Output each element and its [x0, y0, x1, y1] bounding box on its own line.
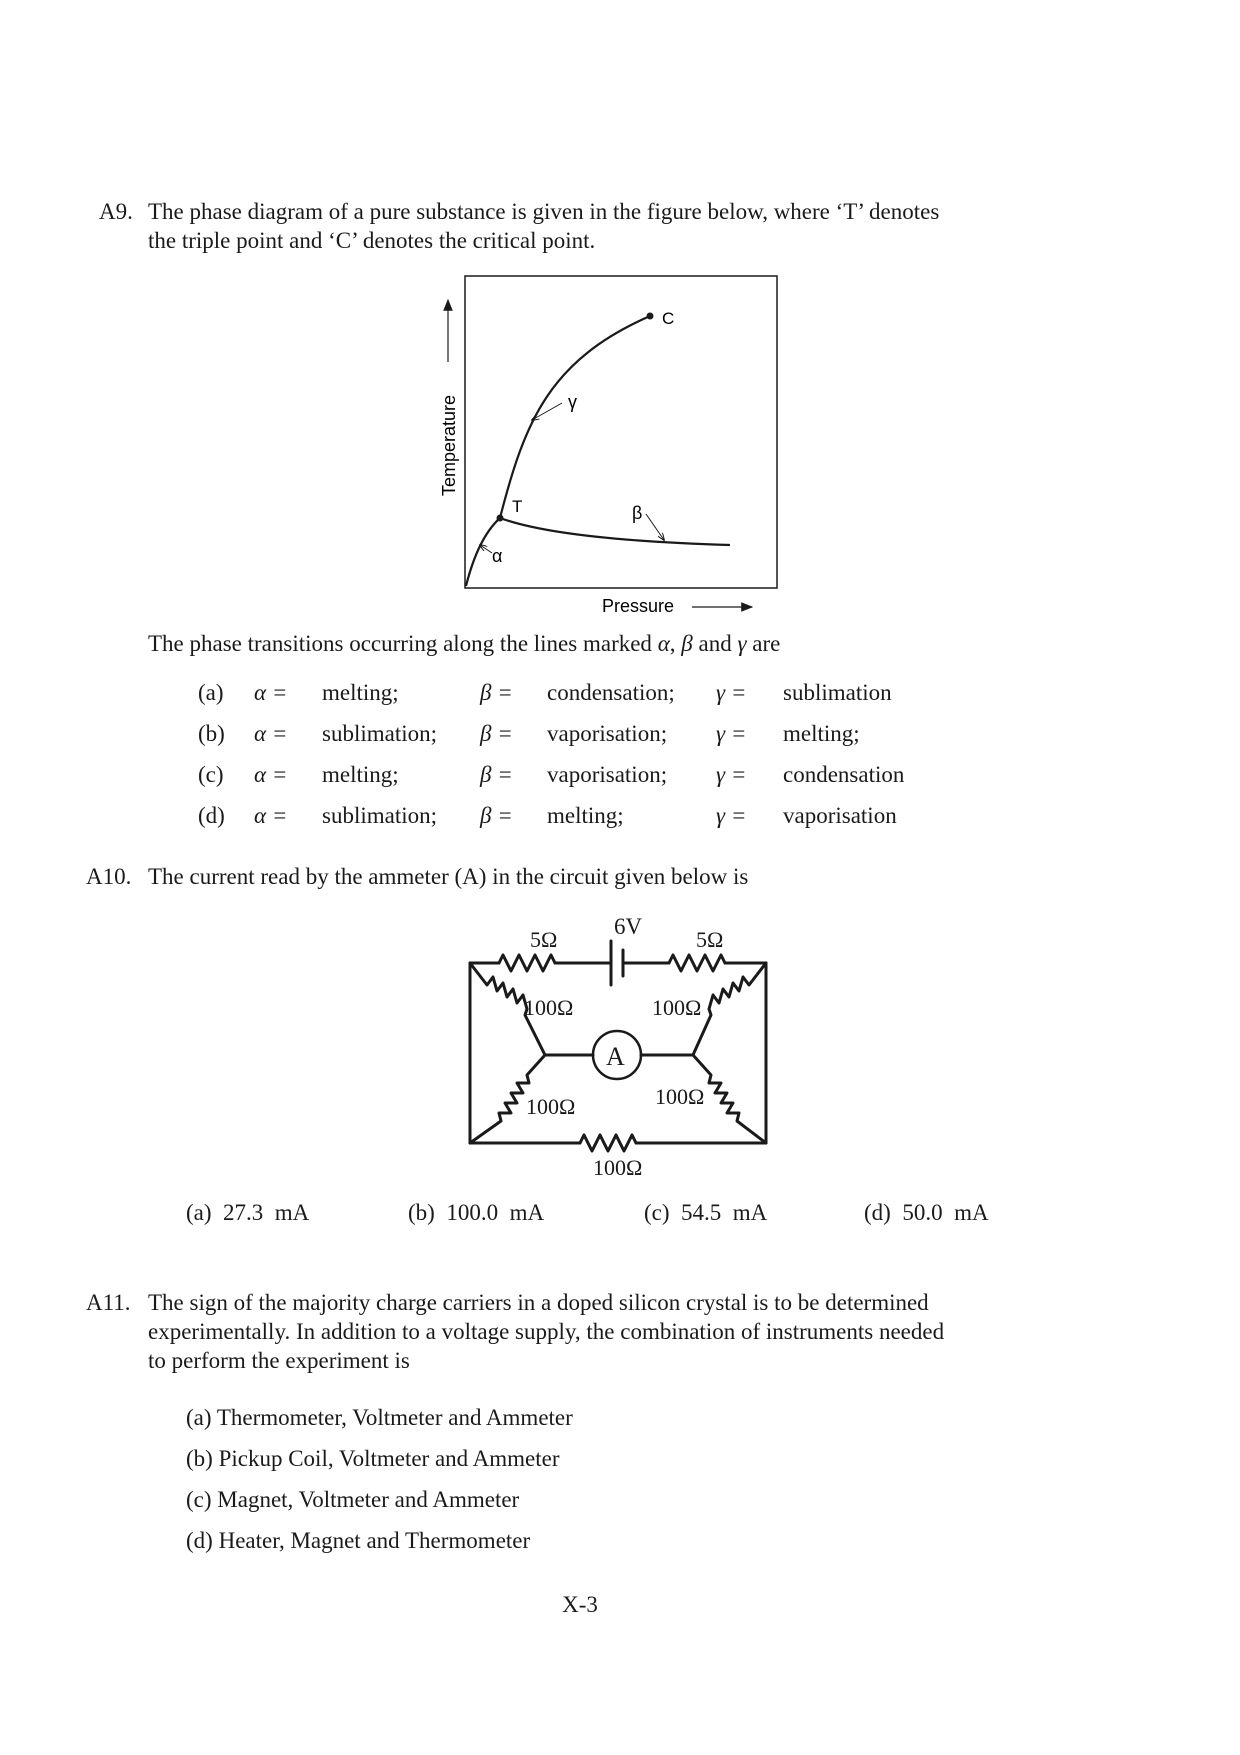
prompt-gamma: γ — [737, 631, 747, 656]
option-unit: mA — [954, 1200, 989, 1225]
gamma-label: γ — [568, 392, 577, 412]
beta-value: vaporisation; — [547, 762, 668, 787]
alpha-symbol: α = — [254, 721, 288, 746]
a11-option-a[interactable] — [186, 1405, 573, 1431]
gamma-value: sublimation — [783, 680, 892, 705]
alpha-label: α — [492, 546, 503, 566]
battery-label: 6V — [614, 914, 643, 939]
gamma-value: melting; — [783, 721, 860, 746]
option-label: (d) — [186, 1528, 213, 1553]
option-unit: mA — [509, 1200, 545, 1225]
question-text: The current read by the ammeter (A) in the circuit given below is — [148, 864, 749, 889]
a11-option-d[interactable] — [186, 1528, 530, 1554]
option-unit: mA — [732, 1200, 768, 1225]
beta-value: melting; — [547, 803, 624, 828]
question-number: A9. — [99, 199, 133, 224]
prompt-text: The phase transitions occurring along the lines marked — [148, 631, 652, 656]
a10-option-c[interactable] — [644, 1200, 767, 1226]
question-number: A10. — [86, 864, 132, 889]
option-text: Thermometer, Voltmeter and Ammeter — [216, 1405, 573, 1430]
gamma-value: vaporisation — [783, 803, 897, 828]
r-top-left-label: 5Ω — [530, 927, 558, 952]
r-lower-left-label: 100Ω — [526, 1094, 576, 1119]
a10-option-d[interactable] — [864, 1200, 989, 1226]
page-number: X-3 — [562, 1592, 598, 1617]
x-axis-label: Pressure — [602, 596, 675, 616]
option-value: 27.3 — [223, 1200, 264, 1225]
ammeter-label: A — [606, 1042, 625, 1071]
alpha-symbol: α = — [254, 680, 288, 705]
gamma-value: condensation — [783, 762, 905, 787]
alpha-value: sublimation; — [322, 721, 437, 746]
r-upper-left-label: 100Ω — [524, 995, 574, 1020]
a10-option-a[interactable] — [186, 1200, 309, 1226]
question-text-line1: The phase diagram of a pure substance is given in the figure below, where ‘T’ denotes — [148, 199, 940, 224]
alpha-symbol: α = — [254, 803, 288, 828]
question-text-line3: to perform the experiment is — [148, 1348, 410, 1373]
r-upper-right-label: 100Ω — [652, 995, 702, 1020]
r-bottom-label: 100Ω — [593, 1155, 643, 1180]
beta-symbol: β = — [480, 680, 513, 705]
option-value: 100.0 — [446, 1200, 499, 1225]
beta-symbol: β = — [480, 803, 513, 828]
resistor-bottom — [580, 1135, 636, 1151]
question-a11 — [86, 1288, 1126, 1378]
a11-option-c[interactable] — [186, 1487, 519, 1513]
option-label: (a) — [198, 680, 224, 705]
prompt-end: are — [752, 631, 781, 656]
resistor-top-left — [499, 955, 555, 971]
gamma-symbol: γ = — [716, 721, 747, 746]
resistor-top-right — [669, 955, 725, 971]
option-label: (c) — [186, 1487, 212, 1512]
y-axis-label: Temperature — [439, 394, 459, 496]
question-text-line2: experimentally. In addition to a voltage supply, the combination of instruments needed — [148, 1319, 945, 1344]
beta-value: vaporisation; — [547, 721, 668, 746]
beta-symbol: β = — [480, 762, 513, 787]
beta-symbol: β = — [480, 721, 513, 746]
option-label: (d) — [864, 1200, 891, 1225]
r-lower-right-label: 100Ω — [655, 1084, 705, 1109]
prompt-sep: , — [669, 631, 676, 656]
option-label: (a) — [186, 1200, 212, 1225]
prompt-alpha: α — [657, 631, 670, 656]
alpha-value: melting; — [322, 680, 399, 705]
option-value: 54.5 — [681, 1200, 722, 1225]
option-label: (b) — [408, 1200, 435, 1225]
option-text: Pickup Coil, Voltmeter and Ammeter — [218, 1446, 560, 1471]
option-text: Magnet, Voltmeter and Ammeter — [217, 1487, 520, 1512]
option-text: Heater, Magnet and Thermometer — [218, 1528, 531, 1553]
critical-point-label: C — [662, 309, 675, 328]
triple-point-label: T — [512, 497, 523, 516]
option-label: (b) — [198, 721, 225, 746]
prompt-beta: β — [681, 631, 693, 656]
r-top-right-label: 5Ω — [696, 927, 724, 952]
option-label: (c) — [644, 1200, 670, 1225]
question-text-line1: The sign of the majority charge carriers in a doped silicon crystal is to be determined — [148, 1290, 929, 1315]
option-value: 50.0 — [902, 1200, 943, 1225]
a10-option-b[interactable] — [408, 1200, 544, 1226]
beta-label: β — [632, 503, 643, 523]
option-label: (b) — [186, 1446, 213, 1471]
gamma-symbol: γ = — [716, 680, 747, 705]
option-label: (c) — [198, 762, 224, 787]
a11-option-b[interactable] — [186, 1446, 560, 1472]
alpha-symbol: α = — [254, 762, 288, 787]
prompt-and: and — [698, 631, 732, 656]
gamma-symbol: γ = — [716, 762, 747, 787]
question-text-line2: the triple point and ‘C’ denotes the critical point. — [148, 228, 596, 253]
alpha-value: melting; — [322, 762, 399, 787]
gamma-symbol: γ = — [716, 803, 747, 828]
option-label: (d) — [198, 803, 225, 828]
resistor-upper-right — [693, 963, 766, 1055]
option-label: (a) — [186, 1405, 212, 1430]
option-unit: mA — [274, 1200, 310, 1225]
beta-value: condensation; — [547, 680, 675, 705]
question-number: A11. — [86, 1290, 131, 1315]
alpha-value: sublimation; — [322, 803, 437, 828]
